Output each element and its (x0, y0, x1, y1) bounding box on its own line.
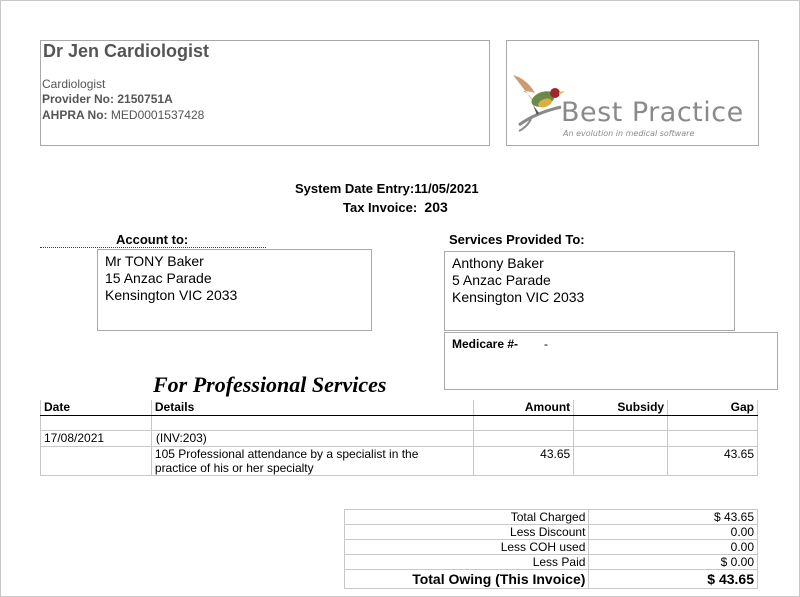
provider-specialty: Cardiologist (42, 77, 106, 91)
less-coh-row (345, 540, 758, 555)
col-header-date: Date (41, 400, 152, 416)
logo-tagline: An evolution in medical software (563, 129, 695, 138)
less-discount-row (345, 525, 758, 540)
row-details: (INV:203) (151, 431, 473, 447)
col-header-amount: Amount (474, 400, 574, 416)
tax-invoice-number: 203 (424, 199, 448, 215)
medicare-label: Medicare #- (452, 337, 519, 351)
account-to-line3: Kensington VIC 2033 (105, 287, 238, 303)
services-table (40, 400, 758, 476)
col-header-details: Details (151, 400, 473, 416)
total-owing-value: $ 43.65 (589, 570, 758, 589)
services-to-box (444, 251, 735, 331)
row-gap (668, 431, 758, 447)
services-to-line2: 5 Anzac Parade (452, 272, 551, 288)
row-date: 17/08/2021 (41, 431, 152, 447)
row-amount (474, 431, 574, 447)
table-header-row (41, 400, 758, 416)
provider-box (40, 40, 490, 146)
row-subsidy (574, 447, 668, 476)
provider-name: Dr Jen Cardiologist (43, 41, 210, 61)
total-charged-value: $ 43.65 (589, 510, 758, 525)
logo-brand: Best Practice (561, 97, 744, 128)
ahpra-value: MED0001537428 (110, 108, 205, 122)
provider-no-value: 2150751A (117, 92, 173, 106)
total-charged-label: Total Charged (345, 510, 589, 525)
col-header-gap: Gap (668, 400, 758, 416)
logo-box (506, 40, 759, 146)
totals-table (344, 509, 758, 589)
account-to-line2: 15 Anzac Parade (105, 270, 212, 286)
row-details (151, 447, 473, 476)
total-charged-row (345, 510, 758, 525)
services-to-heading: Services Provided To: (449, 232, 585, 247)
less-paid-label: Less Paid (345, 555, 589, 570)
less-paid-row (345, 555, 758, 570)
account-to-heading: Account to: (40, 232, 266, 248)
section-title: For Professional Services (153, 372, 387, 397)
system-date-value: 11/05/2021 (414, 181, 479, 196)
table-row (41, 447, 758, 476)
bird-on-branch-icon (509, 69, 569, 137)
row-amount: 43.65 (474, 447, 574, 476)
row-details-line1: 105 Professional attendance by a specialist in the (154, 447, 419, 461)
ahpra-label: AHPRA No: (42, 108, 108, 122)
provider-no-label: Provider No: (42, 92, 115, 106)
table-row (41, 431, 758, 447)
row-date (41, 447, 152, 476)
services-to-line3: Kensington VIC 2033 (452, 289, 585, 305)
col-header-subsidy: Subsidy (574, 400, 668, 416)
less-coh-value: 0.00 (589, 540, 758, 555)
system-date-label: System Date Entry: (295, 181, 415, 196)
tax-invoice (343, 199, 448, 215)
services-to-line1: Anthony Baker (452, 255, 544, 271)
table-spacer-row (41, 416, 758, 431)
tax-invoice-label: Tax Invoice: (343, 200, 418, 215)
system-date-entry (295, 181, 479, 196)
less-discount-value: 0.00 (589, 525, 758, 540)
account-to-box (97, 249, 372, 331)
less-discount-label: Less Discount (345, 525, 589, 540)
ahpra-number (42, 108, 204, 122)
row-details-line2: practice of his or her specialty (154, 461, 314, 475)
medicare-value: - (544, 337, 548, 351)
total-owing-label: Total Owing (This Invoice) (345, 570, 589, 589)
less-paid-value: $ 0.00 (589, 555, 758, 570)
account-to-line1: Mr TONY Baker (105, 253, 204, 269)
medicare-box (444, 332, 778, 390)
row-subsidy (574, 431, 668, 447)
less-coh-label: Less COH used (345, 540, 589, 555)
provider-number (42, 92, 173, 106)
total-owing-row (345, 570, 758, 589)
row-gap: 43.65 (668, 447, 758, 476)
